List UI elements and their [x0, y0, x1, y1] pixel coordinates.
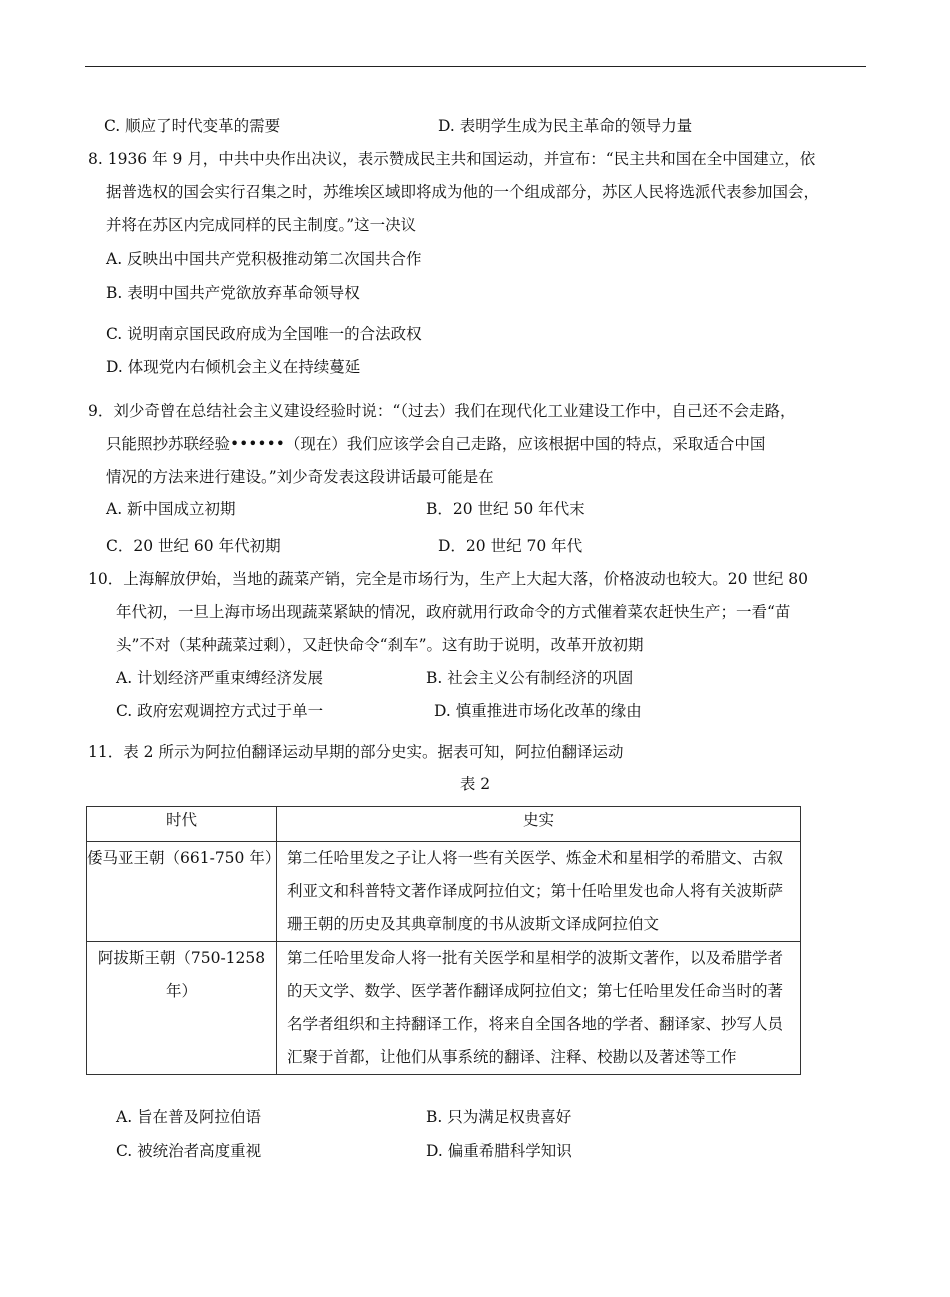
table-row: [87, 842, 801, 942]
q9-stem-line-2: 只能照抄苏联经验••••••（现在）我们应该学会自己走路，应该根据中国的特点，采取适合中国: [106, 435, 766, 453]
q8-stem-line-2: 据普选权的国会实行召集之时，苏维埃区域即将成为他的一个组成部分，苏区人民将选派代表参加国会，: [106, 183, 820, 201]
header-rule: [85, 66, 866, 67]
q11-option-c[interactable]: C. 被统治者高度重视: [116, 1142, 262, 1160]
fact-umayyad: 第二任哈里发之子让人将一些有关医学、炼金术和星相学的希腊文、古叙利亚文和科普特文著作译成阿拉伯文；第十任哈里发也命人将有关波斯萨珊王朝的历史及其典章制度的书从波斯文译成阿拉伯文: [277, 842, 801, 942]
q8-stem-line-1: 8. 1936 年 9 月，中共中央作出决议，表示赞成民主共和国运动，并宣布：“民主共和国在全中国建立，依: [88, 150, 816, 168]
q9-option-a[interactable]: A. 新中国成立初期: [106, 500, 236, 518]
q10-option-a[interactable]: A. 计划经济严重束缚经济发展: [116, 669, 324, 687]
q9-stem-line-1: 9．刘少奇曾在总结社会主义建设经验时说：“（过去）我们在现代化工业建设工作中，自己还不会走路，: [88, 402, 796, 420]
q8-option-b[interactable]: B. 表明中国共产党欲放弃革命领导权: [106, 284, 360, 302]
q10-stem-line-2: 年代初，一旦上海市场出现蔬菜紧缺的情况，政府就用行政命令的方式催着菜农赶快生产；一看“苗: [116, 603, 791, 621]
history-table: [86, 806, 801, 1075]
q9-option-b[interactable]: B．20 世纪 50 年代末: [426, 500, 585, 518]
era-abbasid: 阿拔斯王朝（750-1258 年）: [87, 942, 277, 1075]
header-era: 时代: [87, 807, 277, 842]
q8-option-d[interactable]: D. 体现党内右倾机会主义在持续蔓延: [106, 358, 361, 376]
q10-option-b[interactable]: B. 社会主义公有制经济的巩固: [426, 669, 634, 687]
q7-option-d[interactable]: D. 表明学生成为民主革命的领导力量: [438, 117, 693, 135]
q11-option-b[interactable]: B. 只为满足权贵喜好: [426, 1108, 572, 1126]
q9-stem-line-3: 情况的方法来进行建设。”刘少奇发表这段讲话最可能是在: [106, 468, 494, 486]
q10-stem-line-1: 10．上海解放伊始，当地的蔬菜产销，完全是市场行为，生产上大起大落，价格波动也较大。20 世纪 80: [88, 570, 809, 588]
era-umayyad: 倭马亚王朝（661-750 年）: [87, 842, 277, 942]
q10-option-c[interactable]: C. 政府宏观调控方式过于单一: [116, 702, 324, 720]
q11-option-a[interactable]: A. 旨在普及阿拉伯语: [116, 1108, 262, 1126]
table-header-row: [87, 807, 801, 842]
q10-stem-line-3: 头”不对（某种蔬菜过剩），又赶快命令“刹车”。这有助于说明，改革开放初期: [116, 636, 644, 654]
q8-option-a[interactable]: A. 反映出中国共产党积极推动第二次国共合作: [106, 250, 422, 268]
q7-option-c[interactable]: C. 顺应了时代变革的需要: [104, 117, 281, 135]
q10-option-d[interactable]: D. 慎重推进市场化改革的缘由: [434, 702, 642, 720]
q8-stem-line-3: 并将在苏区内完成同样的民主制度。”这一决议: [106, 216, 417, 234]
q11-option-d[interactable]: D. 偏重希腊科学知识: [426, 1142, 572, 1160]
q9-option-d[interactable]: D．20 世纪 70 年代: [438, 537, 583, 555]
q11-stem: 11．表 2 所示为阿拉伯翻译运动早期的部分史实。据表可知，阿拉伯翻译运动: [88, 743, 624, 761]
table-caption: 表 2: [459, 775, 491, 793]
q9-option-c[interactable]: C．20 世纪 60 年代初期: [106, 537, 281, 555]
q8-option-c[interactable]: C. 说明南京国民政府成为全国唯一的合法政权: [106, 325, 422, 343]
fact-abbasid: 第二任哈里发命人将一批有关医学和星相学的波斯文著作，以及希腊学者的天文学、数学、医学著作翻译成阿拉伯文；第七任哈里发任命当时的著名学者组织和主持翻译工作，将来自全国各地的学者、翻译家、抄写人员汇聚于首都，让他们从事系统的翻译、注释、校勘以及著述等工作: [277, 942, 801, 1075]
header-fact: 史实: [277, 807, 801, 842]
table-row: [87, 942, 801, 1075]
